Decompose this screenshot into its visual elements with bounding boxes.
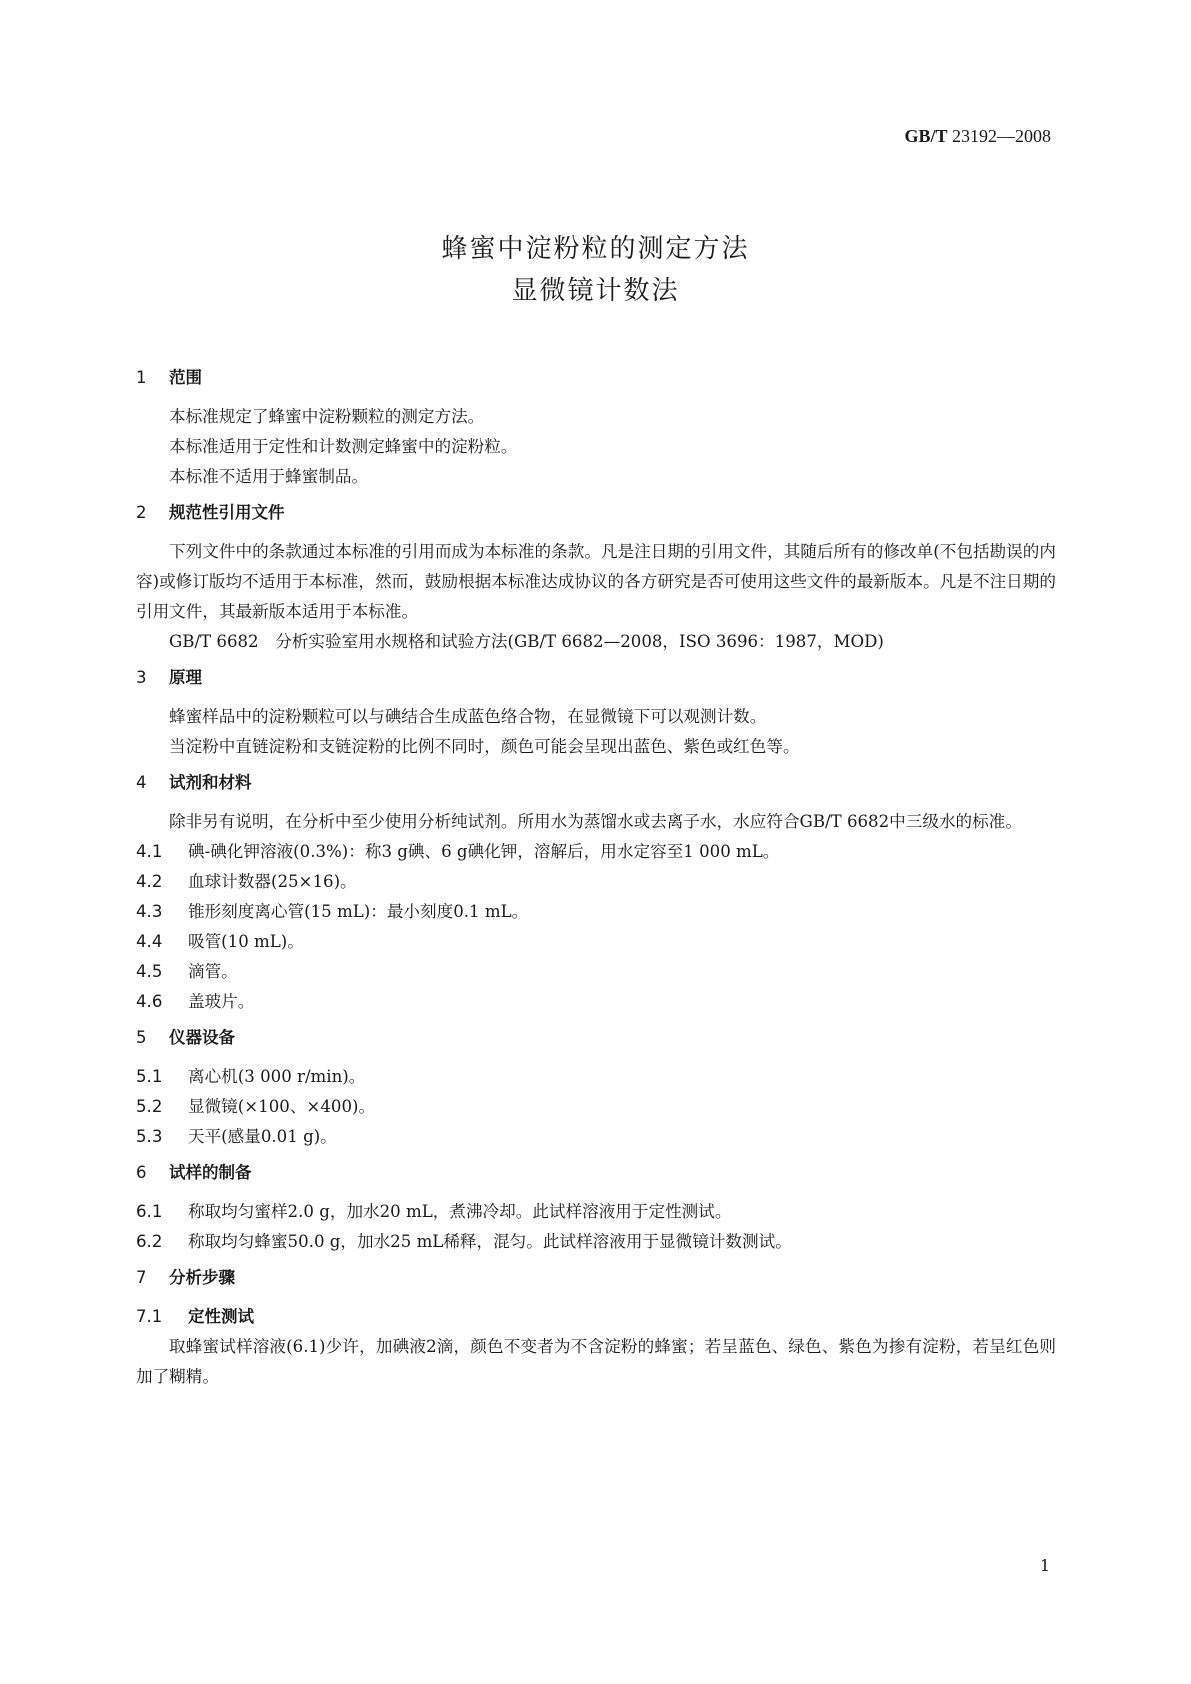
- item-text: 显微镜(×100、×400)。: [188, 1097, 376, 1116]
- paragraph: 取蜂蜜试样溶液(6.1)少许，加碘液2滴，颜色不变者为不含淀粉的蜂蜜；若呈蓝色、绿色、紫色为掺有淀粉，若呈红色则加了糊精。: [136, 1337, 1056, 1386]
- section-title: 规范性引用文件: [169, 503, 285, 522]
- item-text: 血球计数器(25×16)。: [188, 872, 357, 891]
- item-text: 称取均匀蜜样2.0 g，加水20 mL，煮沸冷却。此试样溶液用于定性测试。: [188, 1202, 732, 1221]
- section-number: 5: [136, 1028, 147, 1047]
- list-item: [136, 957, 1056, 987]
- item-number: 4.6: [136, 992, 163, 1011]
- item-number: 6.2: [136, 1232, 163, 1251]
- document-title: [0, 228, 1191, 312]
- list-item: [136, 1092, 1056, 1122]
- section-title: 试样的制备: [169, 1163, 252, 1182]
- section-4-heading: [136, 770, 1056, 807]
- title-line-2: 显微镜计数法: [511, 276, 680, 306]
- standard-prefix: GB/T: [904, 126, 948, 146]
- subsection-title: 定性测试: [188, 1307, 254, 1326]
- paragraph: 蜂蜜样品中的淀粉颗粒可以与碘结合生成蓝色络合物，在显微镜下可以观测计数。: [169, 707, 767, 726]
- section-number: 7: [136, 1268, 147, 1287]
- paragraph: 除非另有说明，在分析中至少使用分析纯试剂。所用水为蒸馏水或去离子水，水应符合GB/T 6682中三级水的标准。: [169, 812, 1022, 831]
- section-title: 原理: [169, 668, 202, 687]
- section-2-heading: [136, 500, 1056, 537]
- page-number: 1: [1039, 1556, 1050, 1575]
- subsection-7-1-heading: [136, 1302, 1056, 1332]
- section-number: 1: [136, 368, 147, 387]
- item-text: 滴管。: [188, 962, 238, 981]
- item-number: 4.4: [136, 932, 163, 951]
- item-text: 称取均匀蜂蜜50.0 g，加水25 mL稀释，混匀。此试样溶液用于显微镜计数测试。: [188, 1232, 792, 1251]
- item-number: 5.3: [136, 1127, 163, 1146]
- paragraph: 本标准规定了蜂蜜中淀粉颗粒的测定方法。: [169, 407, 485, 426]
- item-number: 5.1: [136, 1067, 163, 1086]
- item-number: 4.3: [136, 902, 163, 921]
- list-item: [136, 1062, 1056, 1092]
- section-7-heading: [136, 1265, 1056, 1302]
- normative-reference: GB/T 6682 分析实验室用水规格和试验方法(GB/T 6682—2008，ISO 3696：1987，MOD): [169, 632, 884, 651]
- item-number: 6.1: [136, 1202, 163, 1221]
- list-item: [136, 1122, 1056, 1152]
- list-item: [136, 897, 1056, 927]
- item-text: 碘-碘化钾溶液(0.3%)：称3 g碘、6 g碘化钾，溶解后，用水定容至1 000 mL。: [188, 842, 780, 861]
- paragraph: 本标准适用于定性和计数测定蜂蜜中的淀粉粒。: [169, 437, 518, 456]
- paragraph: 当淀粉中直链淀粉和支链淀粉的比例不同时，颜色可能会呈现出蓝色、紫色或红色等。: [169, 737, 800, 756]
- item-number: 4.2: [136, 872, 163, 891]
- paragraph: 下列文件中的条款通过本标准的引用而成为本标准的条款。凡是注日期的引用文件，其随后所有的修改单(不包括勘误的内容)或修订版均不适用于本标准，然而，鼓励根据本标准达成协议的各方研究是否可使用这些文件的最新版本。凡是不注日期的引用文件，其最新版本适用于本标准。: [136, 542, 1056, 621]
- section-3-heading: [136, 665, 1056, 702]
- item-text: 离心机(3 000 r/min)。: [188, 1067, 366, 1086]
- section-number: 4: [136, 773, 147, 792]
- section-5-heading: [136, 1025, 1056, 1062]
- section-number: 2: [136, 503, 147, 522]
- title-line-1: 蜂蜜中淀粉粒的测定方法: [441, 234, 750, 264]
- list-item: [136, 1197, 1056, 1227]
- item-text: 吸管(10 mL)。: [188, 932, 304, 951]
- list-item: [136, 1227, 1056, 1257]
- list-item: [136, 987, 1056, 1017]
- subsection-number: 7.1: [136, 1307, 163, 1326]
- section-title: 范围: [169, 368, 202, 387]
- list-item: [136, 867, 1056, 897]
- section-title: 试剂和材料: [169, 773, 252, 792]
- paragraph: 本标准不适用于蜂蜜制品。: [169, 467, 369, 486]
- item-text: 天平(感量0.01 g)。: [188, 1127, 337, 1146]
- item-number: 4.1: [136, 842, 163, 861]
- list-item: [136, 837, 1056, 867]
- section-1-heading: [136, 365, 1056, 402]
- list-item: [136, 927, 1056, 957]
- standard-code: 23192—2008: [952, 126, 1051, 146]
- section-title: 仪器设备: [169, 1028, 235, 1047]
- item-text: 锥形刻度离心管(15 mL)：最小刻度0.1 mL。: [188, 902, 529, 921]
- item-text: 盖玻片。: [188, 992, 255, 1011]
- section-number: 3: [136, 668, 147, 687]
- section-6-heading: [136, 1160, 1056, 1197]
- section-number: 6: [136, 1163, 147, 1182]
- document-body: [136, 365, 1056, 1392]
- item-number: 5.2: [136, 1097, 163, 1116]
- standard-number: [904, 126, 1051, 147]
- item-number: 4.5: [136, 962, 163, 981]
- section-title: 分析步骤: [169, 1268, 235, 1287]
